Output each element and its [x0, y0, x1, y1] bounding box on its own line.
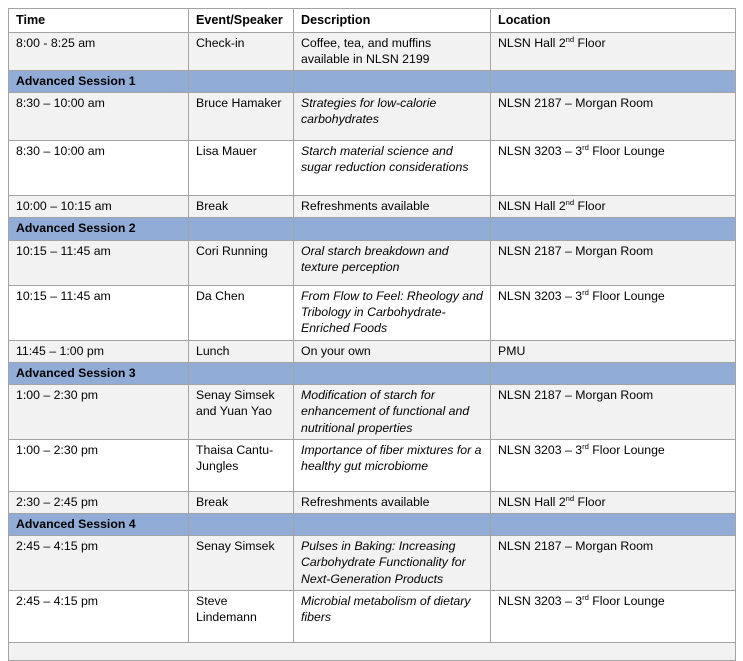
schedule-row: [9, 385, 736, 440]
location-text: Floor Lounge: [588, 593, 665, 608]
location-cell: [491, 385, 736, 440]
description-cell: Importance of fiber mixtures for a healthy gut microbiome: [294, 439, 491, 491]
speaker-cell: Cori Running: [189, 240, 294, 285]
description-cell: Oral starch breakdown and texture perception: [294, 240, 491, 285]
speaker-cell: Da Chen: [189, 285, 294, 340]
speaker-cell: Senay Simsek and Yuan Yao: [189, 385, 294, 440]
time-cell: 1:00 – 2:30 pm: [9, 439, 189, 491]
time-cell: 2:45 – 4:15 pm: [9, 536, 189, 591]
schedule-row: [9, 32, 736, 70]
ordinal-superscript: nd: [565, 493, 575, 503]
location-cell: [491, 590, 736, 642]
location-text: Floor Lounge: [588, 288, 665, 303]
description-cell: Microbial metabolism of dietary fibers: [294, 590, 491, 642]
column-header-description: Description: [294, 9, 491, 33]
ordinal-superscript: rd: [582, 143, 589, 153]
location-cell: [491, 93, 736, 141]
time-cell: 2:45 – 4:15 pm: [9, 590, 189, 642]
location-cell: [491, 340, 736, 362]
column-header-time: Time: [9, 9, 189, 33]
description-cell: Pulses in Baking: Increasing Carbohydrate Functionality for Next-Generation Products: [294, 536, 491, 591]
time-cell: 10:15 – 11:45 am: [9, 285, 189, 340]
session-empty-cell: [294, 362, 491, 384]
location-cell: [491, 32, 736, 70]
location-text: NLSN Hall 2: [498, 35, 566, 50]
ordinal-superscript: rd: [582, 592, 589, 602]
location-cell: [491, 196, 736, 218]
speaker-cell: Lisa Mauer: [189, 141, 294, 196]
schedule-row: [9, 439, 736, 491]
header-row: [9, 9, 736, 33]
empty-cell: [9, 642, 736, 660]
speaker-cell: Steve Lindemann: [189, 590, 294, 642]
session-empty-cell: [491, 71, 736, 93]
time-cell: 10:15 – 11:45 am: [9, 240, 189, 285]
time-cell: 1:00 – 2:30 pm: [9, 385, 189, 440]
schedule-row: [9, 285, 736, 340]
session-empty-cell: [294, 218, 491, 240]
time-cell: 2:30 – 2:45 pm: [9, 491, 189, 513]
location-text: NLSN 3203 – 3: [498, 442, 583, 457]
location-text: NLSN 3203 – 3: [498, 593, 583, 608]
speaker-cell: Break: [189, 196, 294, 218]
location-text: Floor Lounge: [588, 144, 665, 159]
session-header-row: [9, 362, 736, 384]
session-empty-cell: [189, 514, 294, 536]
description-cell: From Flow to Feel: Rheology and Tribology in Carbohydrate-Enriched Foods: [294, 285, 491, 340]
schedule-row: [9, 590, 736, 642]
location-cell: [491, 491, 736, 513]
location-text: Floor: [574, 35, 606, 50]
session-title: Advanced Session 4: [9, 514, 189, 536]
session-empty-cell: [491, 218, 736, 240]
location-cell: [491, 439, 736, 491]
schedule-row: [9, 93, 736, 141]
schedule-row: [9, 141, 736, 196]
ordinal-superscript: rd: [582, 287, 589, 297]
description-cell: Starch material science and sugar reduction considerations: [294, 141, 491, 196]
time-cell: 8:30 – 10:00 am: [9, 141, 189, 196]
location-text: Floor Lounge: [588, 442, 665, 457]
column-header-location: Location: [491, 9, 736, 33]
ordinal-superscript: rd: [582, 441, 589, 451]
session-empty-cell: [491, 362, 736, 384]
schedule-row: [9, 340, 736, 362]
location-cell: [491, 285, 736, 340]
time-cell: 10:00 – 10:15 am: [9, 196, 189, 218]
time-cell: 8:00 - 8:25 am: [9, 32, 189, 70]
ordinal-superscript: nd: [565, 198, 575, 208]
description-cell: On your own: [294, 340, 491, 362]
location-text: NLSN 2187 – Morgan Room: [498, 539, 654, 554]
session-empty-cell: [491, 514, 736, 536]
description-cell: Modification of starch for enhancement of functional and nutritional properties: [294, 385, 491, 440]
time-cell: 11:45 – 1:00 pm: [9, 340, 189, 362]
location-text: Floor: [574, 494, 606, 509]
session-title: Advanced Session 3: [9, 362, 189, 384]
empty-row: [9, 642, 736, 660]
speaker-cell: Check-in: [189, 32, 294, 70]
location-cell: [491, 240, 736, 285]
location-text: NLSN 3203 – 3: [498, 144, 583, 159]
location-text: NLSN 2187 – Morgan Room: [498, 243, 654, 258]
speaker-cell: Thaisa Cantu-Jungles: [189, 439, 294, 491]
schedule-row: [9, 536, 736, 591]
location-text: PMU: [498, 343, 526, 358]
schedule-row: [9, 240, 736, 285]
time-cell: 8:30 – 10:00 am: [9, 93, 189, 141]
location-cell: [491, 141, 736, 196]
schedule-row: [9, 491, 736, 513]
description-cell: Coffee, tea, and muffins available in NLSN 2199: [294, 32, 491, 70]
schedule-row: [9, 196, 736, 218]
session-empty-cell: [294, 514, 491, 536]
column-header-event-speaker: Event/Speaker: [189, 9, 294, 33]
location-text: NLSN 3203 – 3: [498, 288, 583, 303]
location-cell: [491, 536, 736, 591]
session-empty-cell: [189, 71, 294, 93]
location-text: Floor: [574, 199, 606, 214]
session-empty-cell: [189, 218, 294, 240]
session-header-row: [9, 71, 736, 93]
speaker-cell: Senay Simsek: [189, 536, 294, 591]
location-text: NLSN 2187 – Morgan Room: [498, 96, 654, 111]
schedule-table: [8, 8, 736, 661]
location-text: NLSN Hall 2: [498, 494, 566, 509]
location-text: NLSN 2187 – Morgan Room: [498, 388, 654, 403]
description-cell: Strategies for low-calorie carbohydrates: [294, 93, 491, 141]
ordinal-superscript: nd: [565, 34, 575, 44]
speaker-cell: Bruce Hamaker: [189, 93, 294, 141]
description-cell: Refreshments available: [294, 196, 491, 218]
speaker-cell: Break: [189, 491, 294, 513]
session-header-row: [9, 218, 736, 240]
session-title: Advanced Session 2: [9, 218, 189, 240]
location-text: NLSN Hall 2: [498, 199, 566, 214]
session-empty-cell: [294, 71, 491, 93]
session-empty-cell: [189, 362, 294, 384]
description-cell: Refreshments available: [294, 491, 491, 513]
session-header-row: [9, 514, 736, 536]
session-title: Advanced Session 1: [9, 71, 189, 93]
speaker-cell: Lunch: [189, 340, 294, 362]
